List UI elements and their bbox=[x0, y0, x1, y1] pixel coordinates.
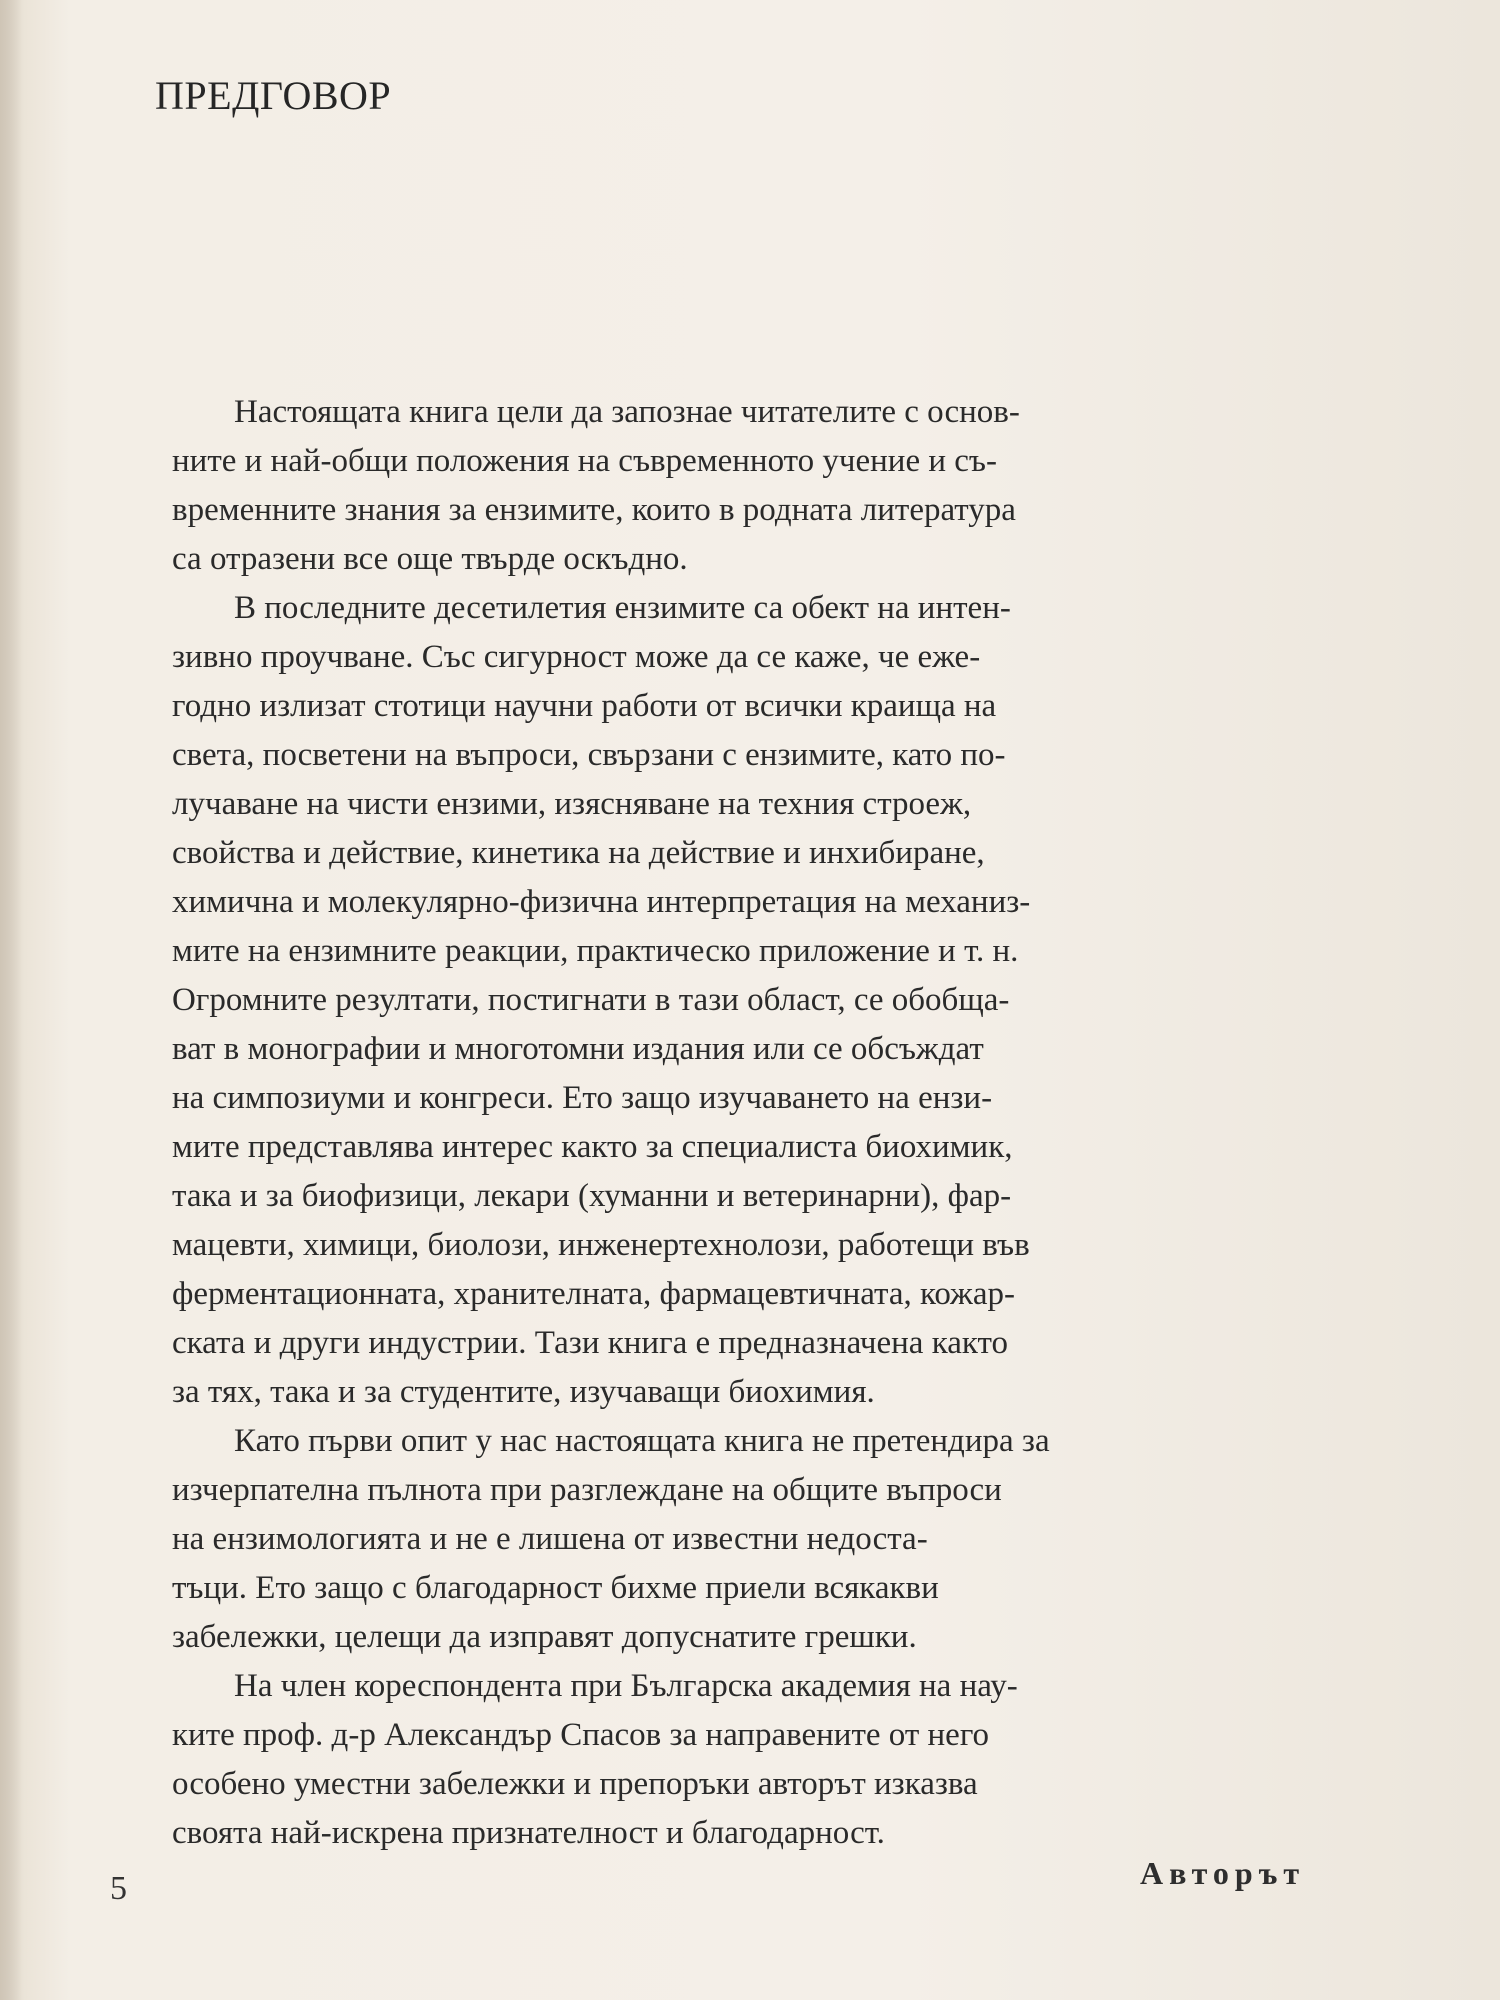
paragraph-2 bbox=[172, 584, 1372, 1417]
text-line: света, посветени на въпроси, свързани с ензимите, като по- bbox=[172, 737, 1006, 773]
text-line: ферментационната, хранителната, фармацевтичната, кожар- bbox=[172, 1276, 1015, 1312]
text-line: ската и други индустрии. Тази книга е предназначена както bbox=[172, 1325, 1008, 1361]
text-line: своята най-искрена признателност и благодарност. bbox=[172, 1815, 885, 1851]
text-line: лучаване на чисти ензими, изясняване на техния строеж, bbox=[172, 786, 972, 822]
text-line: на ензимологията и не е лишена от известни недоста- bbox=[172, 1521, 928, 1557]
paragraph-4 bbox=[172, 1662, 1372, 1858]
author-signature: Авторът bbox=[1140, 1855, 1306, 1891]
text-line: особено уместни забележки и препоръки авторът изказва bbox=[172, 1766, 978, 1802]
text-line: така и за биофизици, лекари (хуманни и ветеринарни), фар- bbox=[172, 1178, 1012, 1214]
text-line: временните знания за ензимите, които в родната литература bbox=[172, 492, 1016, 528]
binding-shadow bbox=[0, 0, 22, 2000]
text-line: на симпозиуми и конгреси. Ето защо изучаването на ензи- bbox=[172, 1080, 993, 1116]
preface-body bbox=[172, 388, 1372, 1858]
text-line: мацевти, химици, биолози, инженертехнолози, работещи във bbox=[172, 1227, 1030, 1263]
text-line: изчерпателна пълнота при разглеждане на общите въпроси bbox=[172, 1472, 1002, 1508]
page-heading: ПРЕДГОВОР bbox=[155, 73, 392, 118]
text-line: В последните десетилетия ензимите са обект на интен- bbox=[234, 590, 1011, 626]
text-line: забележки, целещи да изправят допуснатите грешки. bbox=[172, 1619, 917, 1655]
text-line: за тях, така и за студентите, изучаващи биохимия. bbox=[172, 1374, 875, 1410]
text-line: са отразени все още твърде оскъдно. bbox=[172, 541, 688, 577]
text-line: ните и най-общи положения на съвременното учение и съ- bbox=[172, 443, 997, 479]
paragraph-1 bbox=[172, 388, 1372, 584]
text-line: тъци. Ето защо с благодарност бихме приели всякакви bbox=[172, 1570, 939, 1606]
text-line: Настоящата книга цели да запознае читателите с основ- bbox=[234, 394, 1020, 430]
text-line: Като първи опит у нас настоящата книга не претендира за bbox=[234, 1423, 1050, 1459]
text-line: свойства и действие, кинетика на действие и инхибиране, bbox=[172, 835, 985, 871]
text-line: зивно проучване. Със сигурност може да се каже, че еже- bbox=[172, 639, 981, 675]
text-line: Огромните резултати, постигнати в тази област, се обобща- bbox=[172, 982, 1010, 1018]
text-line: мите на ензимните реакции, практическо приложение и т. н. bbox=[172, 933, 1019, 969]
page-number: 5 bbox=[110, 1870, 127, 1907]
text-line: ките проф. д-р Александър Спасов за направените от него bbox=[172, 1717, 990, 1753]
text-line: мите представлява интерес както за специалиста биохимик, bbox=[172, 1129, 1013, 1165]
paragraph-3 bbox=[172, 1417, 1372, 1662]
text-line: ват в монографии и многотомни издания или се обсъждат bbox=[172, 1031, 984, 1067]
text-line: химична и молекулярно-физична интерпретация на механиз- bbox=[172, 884, 1031, 920]
text-line: На член кореспондента при Българска академия на нау- bbox=[234, 1668, 1018, 1704]
text-line: годно излизат стотици научни работи от всички краища на bbox=[172, 688, 997, 724]
